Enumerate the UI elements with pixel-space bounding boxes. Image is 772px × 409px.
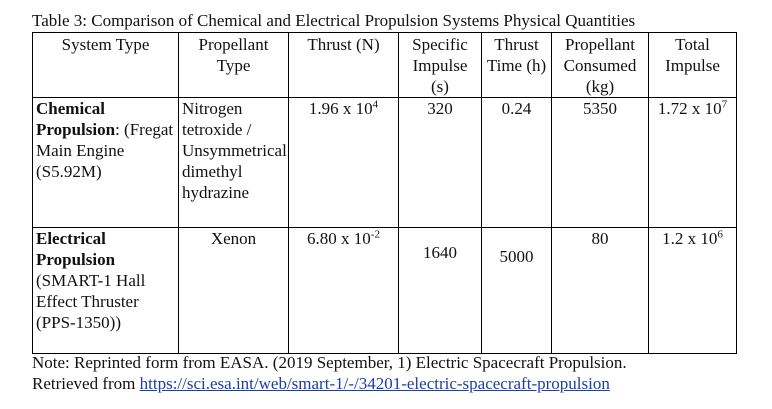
comparison-table	[32, 32, 737, 354]
system-type-cell	[33, 228, 179, 354]
total-impulse-exponent: 6	[717, 228, 723, 241]
system-type-name: Chemical Propulsion	[36, 99, 116, 139]
thrust-exponent: 4	[372, 98, 379, 111]
propellant-consumed-cell: 80	[552, 228, 649, 354]
thrust-value: 6.80 x 10	[307, 229, 371, 248]
thrust-exponent: -2	[370, 228, 380, 241]
header-thrust-time: Thrust Time (h)	[482, 33, 552, 98]
thrust-time-cell: 0.24	[482, 98, 552, 228]
specific-impulse-cell: 1640	[399, 228, 482, 354]
total-impulse-cell	[649, 228, 737, 354]
table-row	[33, 228, 737, 354]
header-specific-impulse: Specific Impulse (s)	[399, 33, 482, 98]
header-propellant-consumed: Propellant Consumed (kg)	[552, 33, 649, 98]
system-type-detail: : (Fregat Main Engine (S5.92M)	[36, 120, 174, 181]
note-retrieved-prefix: Retrieved from	[32, 374, 140, 393]
system-type-cell	[33, 98, 179, 228]
thrust-value: 1.96 x 10	[308, 99, 373, 118]
thrust-cell	[289, 228, 399, 354]
propellant-type-cell: Xenon	[179, 228, 289, 354]
total-impulse-exponent: 7	[721, 98, 728, 111]
propellant-type-cell: Nitrogen tetroxide / Unsymmetrical dimethyl hydrazine	[179, 98, 289, 228]
total-impulse-cell	[649, 98, 737, 228]
total-impulse-value: 1.72 x 10	[657, 99, 722, 118]
thrust-cell	[289, 98, 399, 228]
header-system-type: System Type	[33, 33, 179, 98]
header-total-impulse: Total Impulse	[649, 33, 737, 98]
note-retrieved	[32, 373, 627, 394]
propellant-consumed-cell: 5350	[552, 98, 649, 228]
table-note	[32, 352, 627, 394]
system-type-detail: (SMART-1 Hall Effect Thruster (PPS-1350))	[36, 271, 146, 332]
thrust-time-cell: 5000	[482, 228, 552, 354]
header-propellant-type: Propellant Type	[179, 33, 289, 98]
total-impulse-value: 1.2 x 10	[662, 229, 718, 248]
header-thrust: Thrust (N)	[289, 33, 399, 98]
system-type-name: Electrical Propulsion	[36, 229, 116, 269]
table-caption: Table 3: Comparison of Chemical and Electrical Propulsion Systems Physical Quantities	[32, 11, 636, 30]
source-link[interactable]: https://sci.esa.int/web/smart-1/-/34201-electric-spacecraft-propulsion	[139, 374, 610, 393]
header-row	[33, 33, 737, 98]
note-text: Note: Reprinted form from EASA. (2019 September, 1) Electric Spacecraft Propulsion.	[32, 353, 627, 372]
specific-impulse-cell: 320	[399, 98, 482, 228]
table-row	[33, 98, 737, 228]
